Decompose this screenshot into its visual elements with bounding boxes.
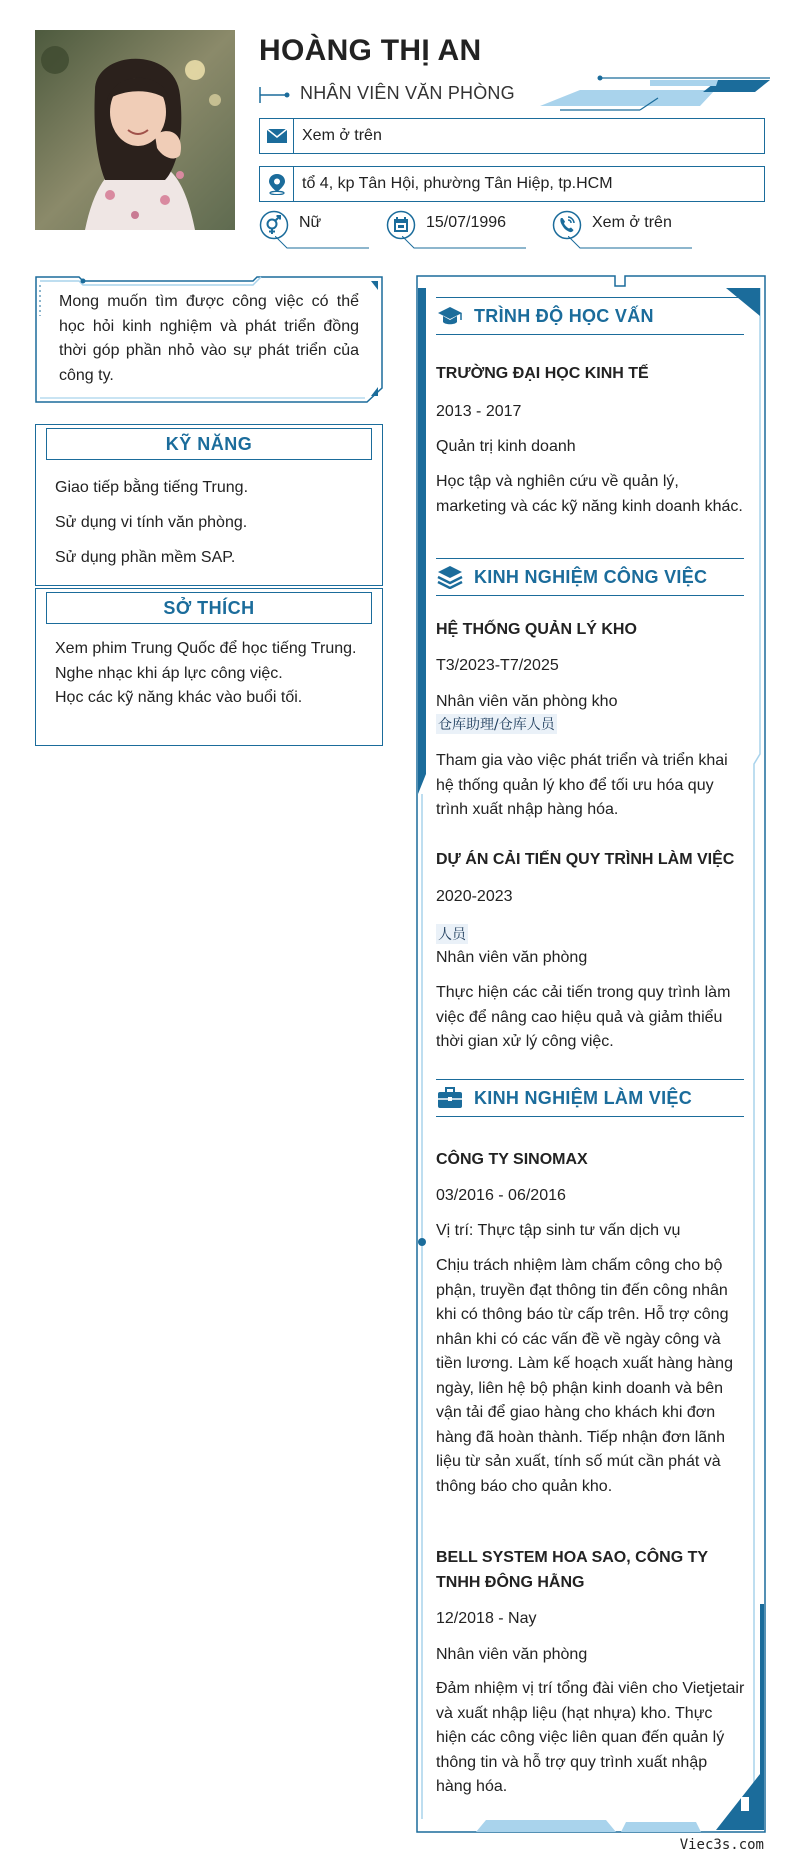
- layers-icon: [436, 563, 464, 591]
- location-pin-icon: [260, 167, 294, 201]
- gender-value: Nữ: [299, 214, 322, 231]
- skills-panel: [35, 424, 383, 586]
- candidate-name: HOÀNG THỊ AN: [259, 34, 482, 67]
- gender-info: [259, 210, 369, 250]
- hobby-item: Xem phim Trung Quốc để học tiếng Trung.: [55, 640, 357, 657]
- job-title: NHÂN VIÊN VĂN PHÒNG: [300, 83, 515, 103]
- site-watermark[interactable]: Viec3s.com: [679, 1837, 764, 1853]
- education-title: TRÌNH ĐỘ HỌC VẤN: [474, 305, 654, 326]
- work-1-position: Vị trí: Thực tập sinh tư vấn dịch vụ: [436, 1222, 681, 1239]
- work-2-position: Nhân viên văn phòng: [436, 1646, 588, 1663]
- education-description: Học tập và nghiên cứu về quản lý, marketing và các kỹ năng kinh doanh khác.: [436, 473, 743, 515]
- mail-icon: [260, 119, 294, 153]
- work-1-description: Chịu trách nhiệm làm chấm công cho bộ phận, truyền đạt thông tin đến công nhân khi có thông báo từ cấp trên. Hỗ trợ công nhân khi có các vấn đề về ngày công và tiền lương. Làm kế hoạch xuất hàng hàng ngày, liên hệ bộ phận kinh doanh và bên vận tải để giao hàng cho khách khi đơn hàng đã hoàn thành. Tiếp nhận đơn lãnh liệu từ sản xuất, tính số mút cần phát và thông báo cho quản kho.: [436, 1257, 733, 1495]
- birthday-underline: [402, 236, 526, 262]
- hobby-item: Học các kỹ năng khác vào buổi tối.: [55, 689, 303, 706]
- objective-text: Mong muốn tìm được công việc có thể học hỏi kinh nghiệm và phát triển đồng thời góp phần nhỏ vào sự phát triển của công ty.: [59, 293, 359, 384]
- skills-title: KỸ NĂNG: [46, 428, 372, 460]
- birthday-value: 15/07/1996: [426, 214, 507, 231]
- role-line-icon: [259, 84, 291, 106]
- education-period: 2013 - 2017: [436, 403, 522, 420]
- work-section-header: [436, 1079, 744, 1117]
- project-1-name: HỆ THỐNG QUẢN LÝ KHO: [436, 621, 637, 638]
- email-value[interactable]: Xem ở trên: [302, 127, 382, 144]
- phone-info: [552, 210, 702, 250]
- project-2-note: 人员: [436, 924, 468, 944]
- projects-section-header: [436, 558, 744, 596]
- hobbies-panel: [35, 588, 383, 746]
- project-2-name: DỰ ÁN CẢI TIẾN QUY TRÌNH LÀM VIỆC: [436, 851, 735, 868]
- graduation-cap-icon: [436, 302, 464, 330]
- work-2-period: 12/2018 - Nay: [436, 1610, 537, 1627]
- work-2-company: BELL SYSTEM HOA SAO, CÔNG TY TNHH ĐÔNG HẰNG: [436, 1549, 708, 1591]
- project-1-role: Nhân viên văn phòng kho: [436, 693, 618, 710]
- profile-photo: [35, 30, 235, 230]
- skill-item: Giao tiếp bằng tiếng Trung.: [55, 479, 249, 496]
- work-1-period: 03/2016 - 06/2016: [436, 1187, 566, 1204]
- address-value: tổ 4, kp Tân Hội, phường Tân Hiệp, tp.HCM: [302, 175, 613, 192]
- project-1-description: Tham gia vào việc phát triển và triển khai hệ thống quản lý kho để tối ưu hóa quy trình xuất nhập hàng hóa.: [436, 752, 728, 818]
- gender-underline: [275, 236, 369, 262]
- education-section-header: [436, 297, 744, 335]
- work-2-description: Đảm nhiệm vị trí tổng đài viên cho Vietjetair và xuất nhập liệu (hạt nhựa) kho. Thực hiện các công việc liên quan đến quản lý thông tin và hỗ trợ quy trình xuất nhập hàng hóa.: [436, 1680, 745, 1795]
- skill-item: Sử dụng vi tính văn phòng.: [55, 514, 248, 531]
- skill-item: Sử dụng phần mềm SAP.: [55, 549, 236, 566]
- project-1-note: 仓库助理/仓库人员: [436, 714, 557, 734]
- briefcase-icon: [436, 1084, 464, 1112]
- project-2-description: Thực hiện các cải tiến trong quy trình làm việc để nâng cao hiệu quả và giảm thiểu thời gian xử lý công việc.: [436, 984, 731, 1050]
- project-1-period: T3/2023-T7/2025: [436, 657, 559, 674]
- address-box: [259, 166, 765, 202]
- phone-underline: [568, 236, 692, 262]
- email-box: [259, 118, 765, 154]
- projects-title: KINH NGHIỆM CÔNG VIỆC: [474, 566, 708, 587]
- education-major: Quản trị kinh doanh: [436, 438, 576, 455]
- phone-value[interactable]: Xem ở trên: [592, 214, 672, 231]
- hobbies-title: SỞ THÍCH: [46, 592, 372, 624]
- hobby-item: Nghe nhạc khi áp lực công việc.: [55, 664, 283, 682]
- work-title: KINH NGHIỆM LÀM VIỆC: [474, 1087, 693, 1108]
- education-school: TRƯỜNG ĐẠI HỌC KINH TẾ: [436, 365, 649, 382]
- birthday-info: [386, 210, 536, 250]
- career-objective: [35, 276, 383, 403]
- project-2-role: Nhân viên văn phòng: [436, 949, 588, 966]
- work-1-company: CÔNG TY SINOMAX: [436, 1151, 588, 1168]
- header-decoration: [540, 74, 770, 114]
- project-2-period: 2020-2023: [436, 888, 513, 905]
